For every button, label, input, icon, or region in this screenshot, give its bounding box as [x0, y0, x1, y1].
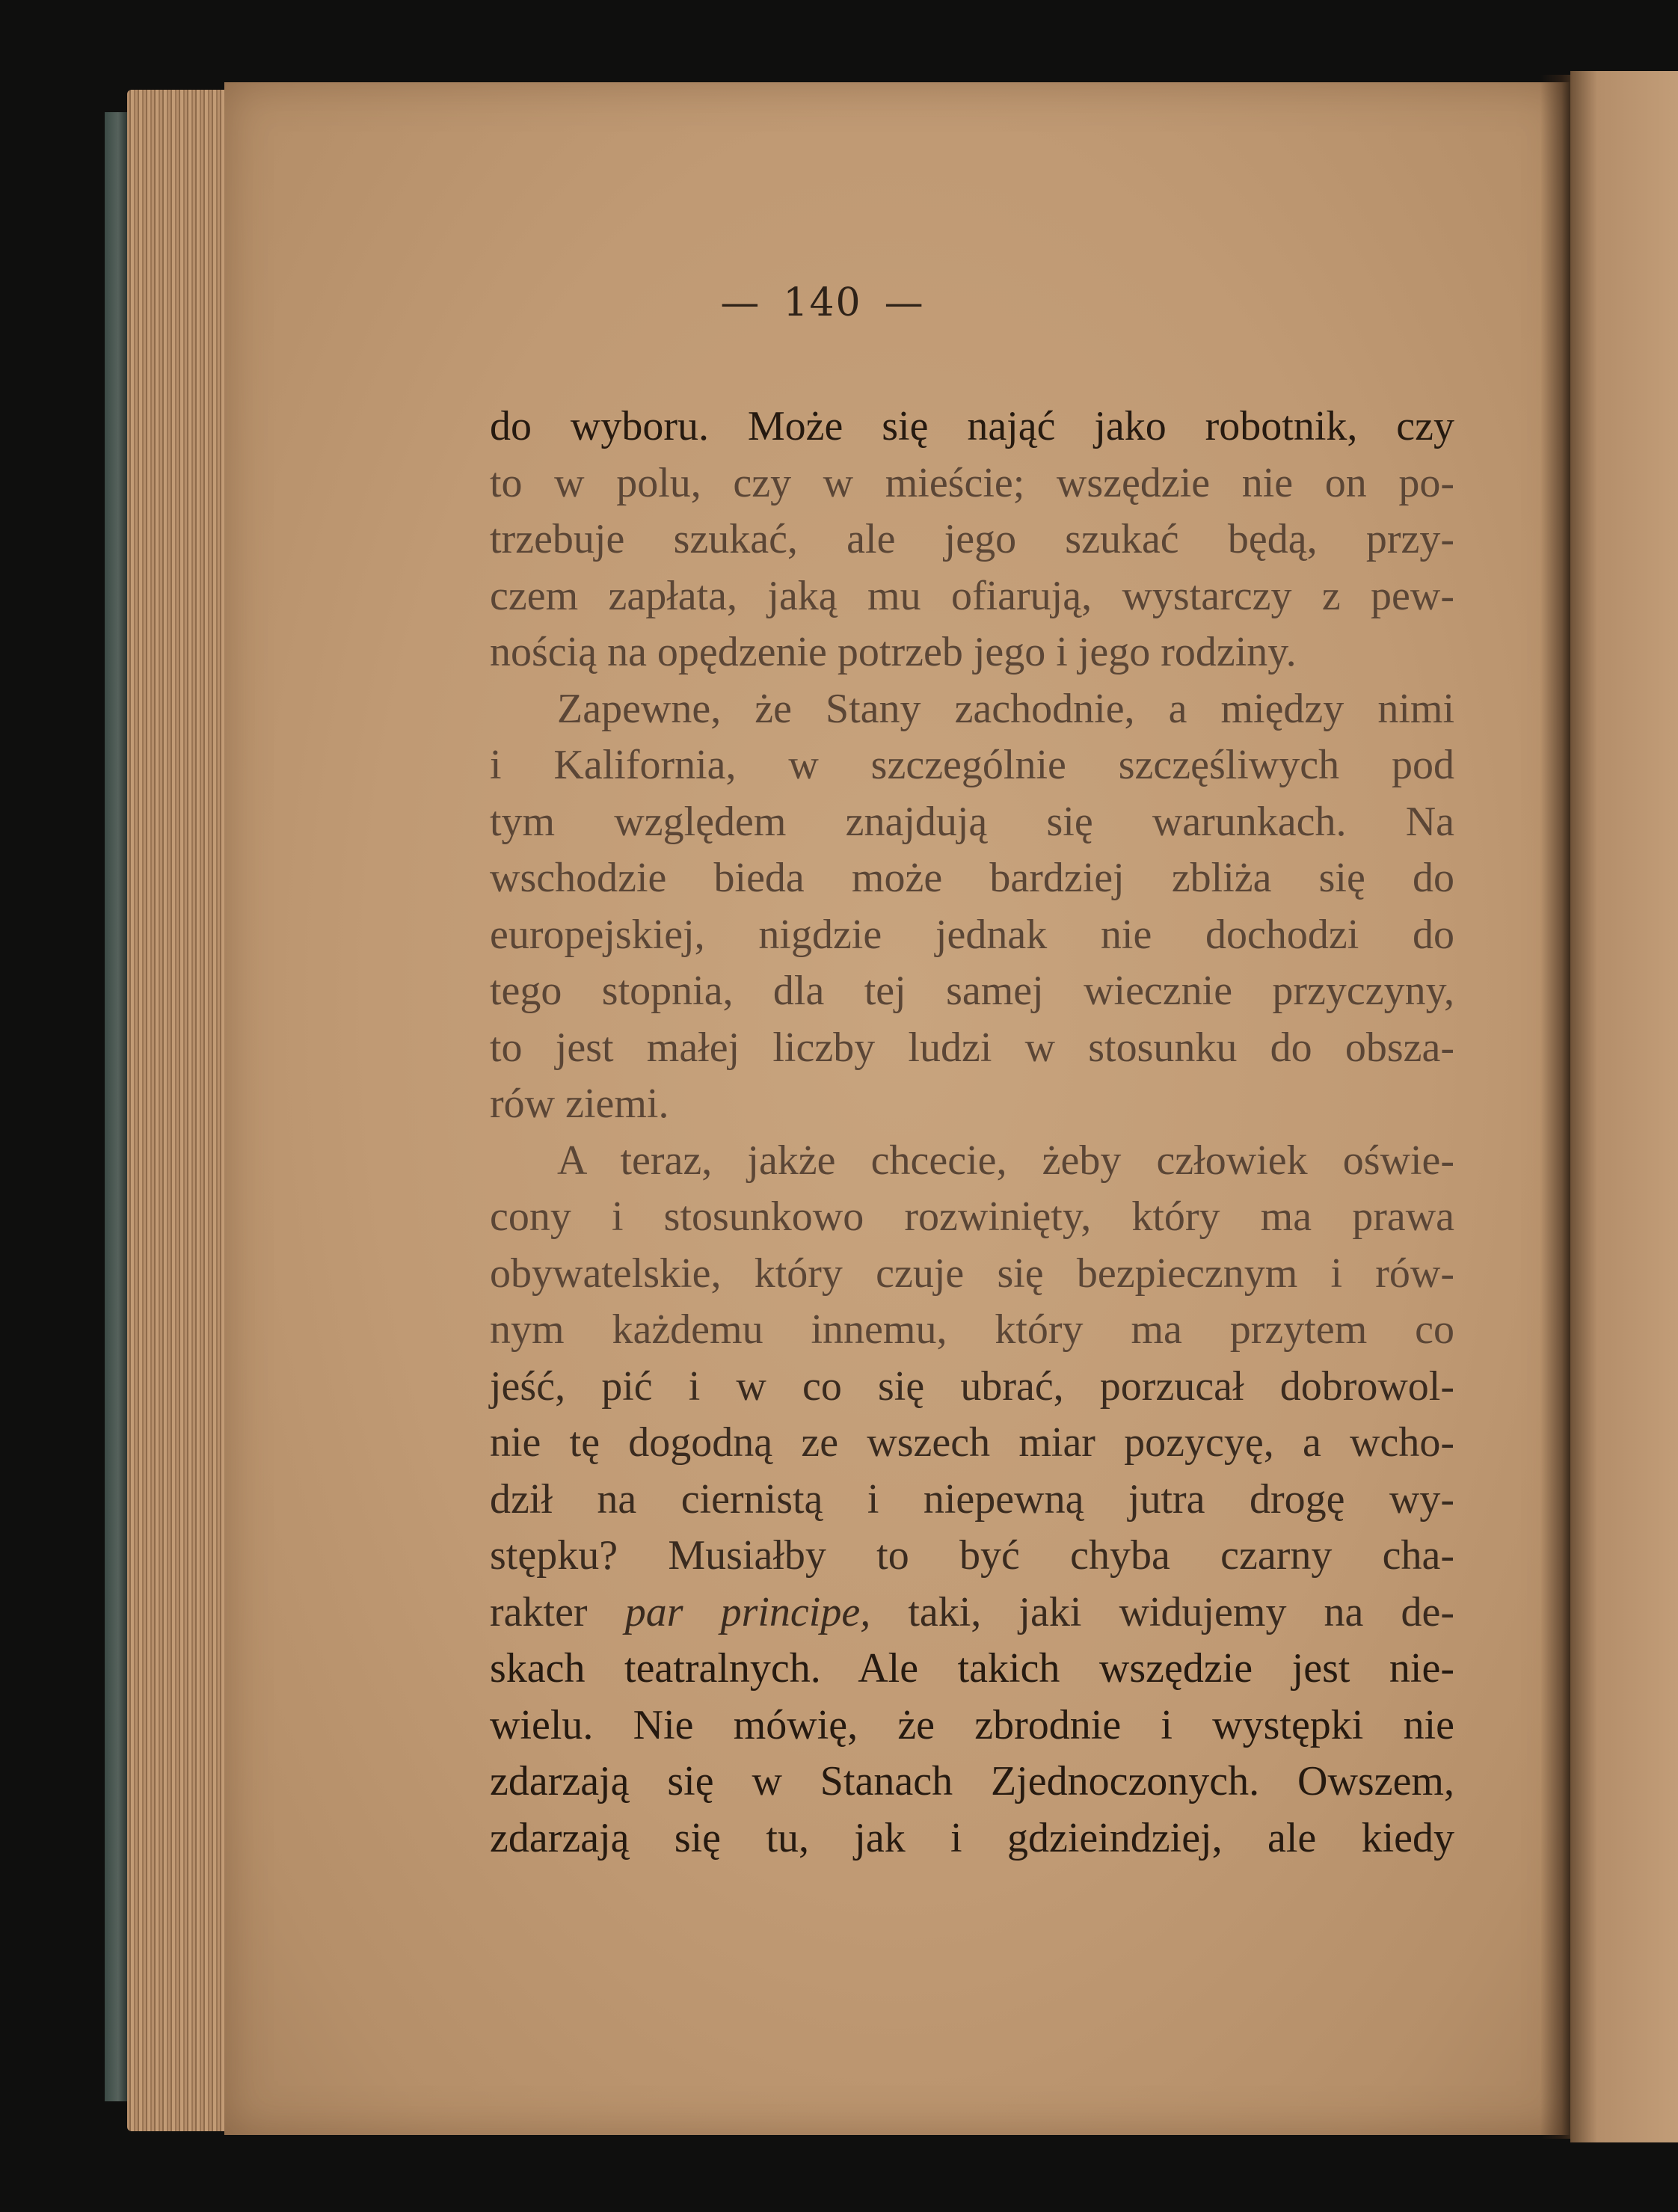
text-line: Zapewne, że Stany zachodnie, a między nimi	[557, 685, 1454, 732]
text-line: to jest małej liczby ludzi w stosunku do obsza-	[490, 1024, 1454, 1071]
page-number-dash-right: —	[884, 280, 925, 325]
text-line: i Kalifornia, w szczególnie szczęśliwych pod	[490, 742, 1454, 788]
text-line: skach teatralnych. Ale takich wszędzie jest nie-	[490, 1645, 1454, 1692]
text-line-mixed	[490, 1585, 1454, 1641]
page-number-dash-left: —	[720, 280, 761, 325]
book-cover-edge	[105, 112, 127, 2101]
text-line: tym względem znajdują się warunkach. Na	[490, 798, 1454, 845]
text-line: rów ziemi.	[490, 1081, 669, 1127]
text-line: jeść, pić i w co się ubrać, porzucał dobrowol-	[490, 1362, 1454, 1410]
text-line: trzebuje szukać, ale jego szukać będą, przy-	[490, 516, 1454, 562]
facing-page-edge	[1570, 71, 1678, 2142]
text-line: wielu. Nie mówię, że zbrodnie i występki nie	[490, 1701, 1454, 1748]
text-fragment: rakter	[490, 1588, 588, 1635]
text-line: A teraz, jakże chcecie, żeby człowiek oświe-	[557, 1137, 1454, 1184]
page-number-header	[673, 280, 972, 325]
text-line: cony i stosunkowo rozwinięty, który ma prawa	[490, 1193, 1454, 1240]
text-line: stępku? Musiałby to być chyba czarny cha-	[490, 1532, 1454, 1579]
text-line: zdarzają się w Stanach Zjednoczonych. Owszem,	[490, 1758, 1454, 1804]
text-line: dził na ciernistą i niepewną jutra drogę wy-	[490, 1475, 1454, 1523]
text-line: nością na opędzenie potrzeb jego i jego rodziny.	[490, 629, 1297, 675]
page-number: 140	[783, 280, 862, 325]
book-gutter	[1540, 75, 1570, 2139]
text-line: nie tę dogodną ze wszech miar pozycyę, a wcho-	[490, 1419, 1454, 1466]
italic-phrase: par principe,	[624, 1588, 871, 1635]
text-fragment: taki, jaki widujemy na de-	[908, 1588, 1455, 1635]
text-line: nym każdemu innemu, który ma przytem co	[490, 1306, 1454, 1353]
body-text	[490, 399, 1454, 1867]
text-line: tego stopnia, dla tej samej wiecznie przyczyny,	[490, 968, 1454, 1014]
text-line: europejskiej, nigdzie jednak nie dochodzi do	[490, 911, 1454, 958]
text-line: czem zapłata, jaką mu ofiarują, wystarczy z pew-	[490, 572, 1454, 619]
text-line: to w polu, czy w mieście; wszędzie nie on po-	[490, 459, 1454, 506]
text-line: wschodzie bieda może bardziej zbliża się do	[490, 855, 1454, 901]
text-line: zdarzają się tu, jak i gdzieindziej, ale kiedy	[490, 1814, 1454, 1861]
text-line: obywatelskie, który czuje się bezpiecznym i rów-	[490, 1250, 1454, 1297]
text-line: do wyboru. Może się nająć jako robotnik, czy	[490, 403, 1454, 449]
